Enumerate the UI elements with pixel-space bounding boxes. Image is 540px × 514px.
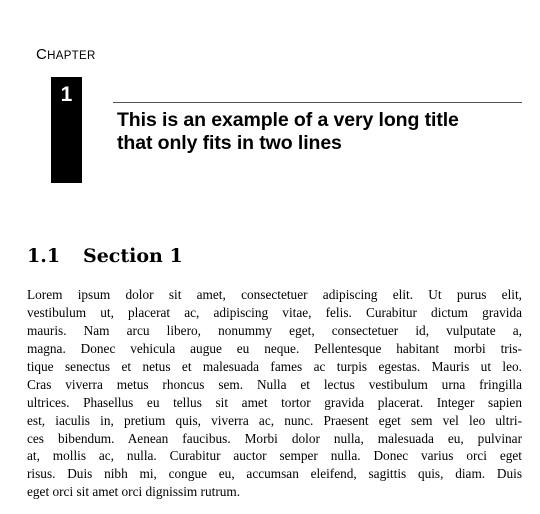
body-line: ces bibendum. Aenean faucibus. Morbi dolor nulla, malesuada eu, pulvinar	[27, 430, 522, 446]
chapter-number: 1	[60, 83, 73, 106]
body-line: at, mollis ac, nulla. Curabitur auctor semper nulla. Donec varius orci eget	[27, 448, 522, 464]
chapter-label-initial: C	[36, 46, 48, 63]
body-line: ultrices. Phasellus eu tellus sit amet tortor gravida placerat. Integer sapien	[27, 394, 522, 410]
body-line: mauris. Nam arcu libero, nonummy eget, consectetuer id, vulputate a,	[27, 322, 522, 338]
chapter-label-rest: HAPTER	[47, 50, 96, 62]
section-heading	[27, 243, 183, 269]
chapter-title-line-1: This is an example of a very long title	[117, 109, 459, 131]
body-line: Cras viverra metus rhoncus sem. Nulla et lectus vestibulum urna fringilla	[27, 376, 522, 392]
chapter-label	[36, 44, 96, 66]
section-title: Section 1	[83, 245, 183, 267]
chapter-number-box	[51, 77, 82, 183]
body-line: vestibulum ut, placerat ac, adipiscing vitae, felis. Curabitur dictum gravida	[27, 304, 522, 320]
body-line: est, iaculis in, pretium quis, viverra ac, nunc. Praesent eget sem vel leo ultri-	[27, 412, 522, 428]
body-line: Lorem ipsum dolor sit amet, consectetuer adipiscing elit. Ut purus elit,	[27, 287, 522, 302]
body-line: risus. Duis nibh mi, congue eu, accumsan eleifend, sagittis quis, diam. Duis	[27, 466, 522, 482]
chapter-title-line-2: that only fits in two lines	[117, 132, 342, 154]
body-line: magna. Donec vehicula augue eu neque. Pellentesque habitant morbi tris-	[27, 340, 522, 356]
body-line: eget orci sit amet orci dignissim rutrum.	[27, 484, 241, 500]
chapter-title-rule	[113, 102, 522, 103]
section-number: 1.1	[27, 245, 61, 267]
chapter-title	[117, 109, 537, 155]
body-line: tique senectus et netus et malesuada fames ac turpis egestas. Mauris ut leo.	[27, 358, 522, 374]
body-paragraph	[27, 286, 522, 501]
